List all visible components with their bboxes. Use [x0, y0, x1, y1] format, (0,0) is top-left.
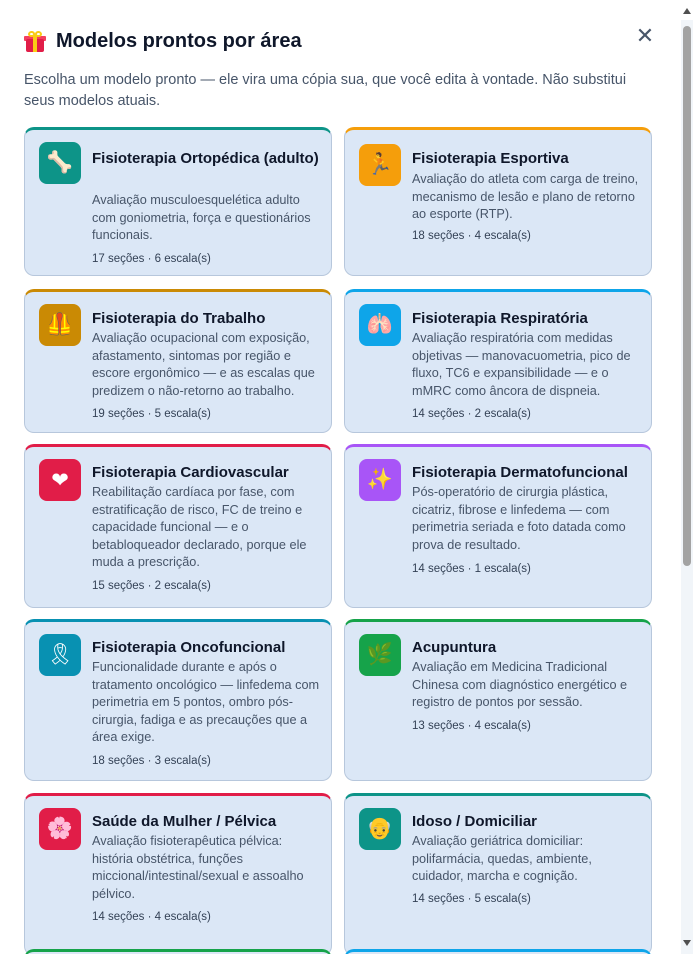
runner-icon: 🏃 [359, 144, 401, 186]
template-meta: 13 seções · 4 escala(s) [412, 720, 531, 732]
template-description: Funcionalidade durante e após o tratamento oncológico — linfedema com perimetria em 5 pontos, ombro pós-cirurgia, fadiga e as precauções que a área exige. [92, 660, 320, 745]
template-title: Fisioterapia Oncofuncional [92, 639, 286, 656]
template-title: Fisioterapia Respiratória [412, 310, 588, 327]
gift-icon [24, 31, 46, 53]
template-meta: 19 seções · 5 escala(s) [92, 408, 211, 420]
template-title: Fisioterapia Esportiva [412, 150, 569, 167]
template-description: Reabilitação cardíaca por fase, com estratificação de risco, FC de treino e capacidade funcional — e o betabloqueador declarado, porque ele muda a prescrição. [92, 485, 307, 570]
template-card[interactable] [344, 793, 652, 954]
heart-icon: ❤ [39, 459, 81, 501]
template-title: Acupuntura [412, 639, 497, 656]
sparkles-icon: ✨ [359, 459, 401, 501]
template-title: Fisioterapia Ortopédica (adulto) [92, 150, 319, 167]
template-card[interactable] [24, 444, 332, 608]
older-person-icon: 👴 [359, 808, 401, 850]
template-meta: 14 seções · 2 escala(s) [412, 408, 531, 420]
safety-vest-icon: 🦺 [39, 304, 81, 346]
scroll-up-icon[interactable] [683, 8, 691, 14]
modal-subtitle: Escolha um modelo pronto — ele vira uma cópia sua, que você edita à vontade. Não substitui seus modelos atuais. [24, 72, 627, 109]
template-meta: 18 seções · 3 escala(s) [92, 755, 211, 767]
template-card[interactable] [24, 793, 332, 954]
template-card[interactable] [344, 444, 652, 608]
template-title: Idoso / Domiciliar [412, 813, 538, 830]
template-meta: 14 seções · 5 escala(s) [412, 893, 531, 905]
template-card-partial[interactable] [24, 949, 332, 954]
template-title: Fisioterapia Cardiovascular [92, 464, 289, 481]
template-meta: 18 seções · 4 escala(s) [412, 230, 531, 242]
herb-icon: 🌿 [359, 634, 401, 676]
lungs-icon: 🫁 [359, 304, 401, 346]
template-meta: 17 seções · 6 escala(s) [92, 253, 211, 265]
template-card[interactable] [24, 127, 332, 276]
template-card[interactable] [344, 127, 652, 276]
modal-title: Modelos prontos por área [56, 30, 302, 52]
bone-icon: 🦴 [39, 142, 81, 184]
scrollbar-thumb[interactable] [683, 26, 691, 566]
template-meta: 14 seções · 1 escala(s) [412, 563, 531, 575]
template-description: Pós-operatório de cirurgia plástica, cicatriz, fibrose e linfedema — com perimetria seriada e foto datada como prova de resultado. [412, 485, 626, 552]
template-description: Avaliação musculoesquelética adulto com goniometria, força e questionários funcionais. [92, 193, 311, 243]
template-card[interactable] [344, 289, 652, 433]
flower-icon: 🌸 [39, 808, 81, 850]
template-card[interactable] [24, 619, 332, 781]
template-description: Avaliação do atleta com carga de treino, mecanismo de lesão e plano de retorno ao esporte (RTP). [412, 172, 639, 222]
template-description: Avaliação fisioterapêutica pélvica: história obstétrica, funções miccional/intestinal/sexual e assoalho pélvico. [92, 834, 304, 901]
template-card-partial[interactable] [344, 949, 652, 954]
modal-header [24, 30, 653, 53]
template-card[interactable] [344, 619, 652, 781]
template-meta: 14 seções · 4 escala(s) [92, 911, 211, 923]
template-meta: 15 seções · 2 escala(s) [92, 580, 211, 592]
template-description: Avaliação geriátrica domiciliar: polifarmácia, quedas, ambiente, cuidador, marcha e cognição. [412, 834, 592, 884]
scroll-down-icon[interactable] [683, 940, 691, 946]
template-title: Fisioterapia Dermatofuncional [412, 464, 628, 481]
template-description: Avaliação ocupacional com exposição, afastamento, sintomas por região e escore ergonômico — e as escalas que predizem o não-retorno ao trabalho. [92, 331, 315, 398]
close-icon[interactable]: ✕ [635, 23, 655, 48]
template-description: Avaliação em Medicina Tradicional Chinesa com diagnóstico energético e registro de pontos por sessão. [412, 660, 628, 710]
ribbon-icon: 🎗 [39, 634, 81, 676]
template-card[interactable] [24, 289, 332, 433]
template-description: Avaliação respiratória com medidas objetivas — manovacuometria, pico de fluxo, TC6 e expansibilidade — e o mMRC como âncora de dispneia. [412, 331, 631, 398]
template-title: Saúde da Mulher / Pélvica [92, 813, 277, 830]
template-title: Fisioterapia do Trabalho [92, 310, 266, 327]
